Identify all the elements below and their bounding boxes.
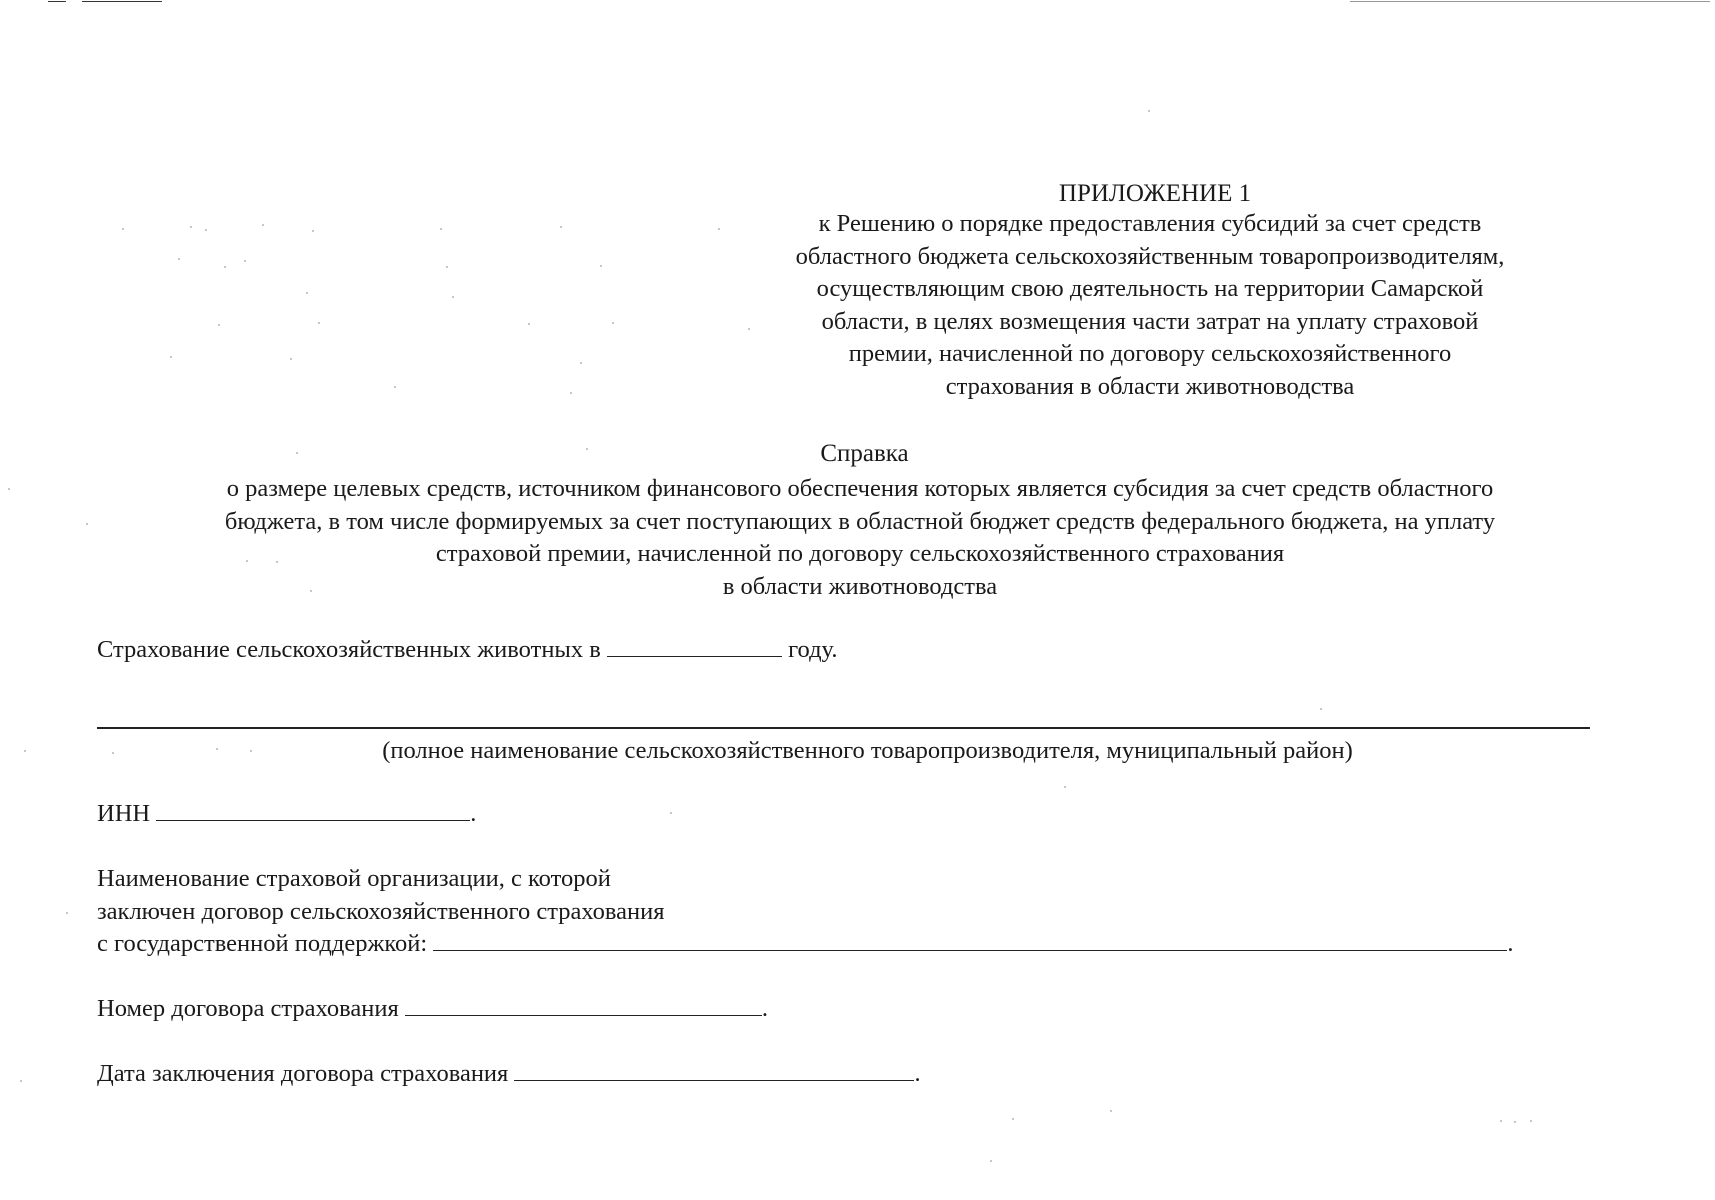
insurer-field-suffix: . bbox=[1507, 930, 1514, 957]
contract-number-input[interactable] bbox=[405, 995, 762, 1016]
scan-noise bbox=[612, 322, 614, 324]
scan-noise bbox=[296, 452, 298, 454]
contract-number-row bbox=[97, 995, 768, 1023]
scan-noise bbox=[452, 296, 454, 298]
inn-input[interactable] bbox=[156, 800, 470, 821]
scan-noise bbox=[1012, 1118, 1014, 1120]
inn-field-suffix: . bbox=[470, 800, 477, 827]
appendix-subtitle-line: страхования в области животноводства bbox=[945, 372, 1355, 400]
year-field-row bbox=[97, 636, 837, 664]
scan-noise bbox=[1064, 786, 1066, 788]
scan-noise bbox=[1500, 1120, 1502, 1122]
document-title-text: Справка bbox=[820, 440, 909, 467]
scan-noise bbox=[178, 258, 180, 260]
scan-noise bbox=[600, 265, 602, 267]
scan-noise bbox=[8, 488, 10, 490]
scan-noise bbox=[190, 226, 192, 228]
scan-noise bbox=[224, 266, 226, 268]
scan-noise bbox=[1530, 1120, 1532, 1122]
scan-noise bbox=[290, 358, 292, 360]
contract-number-suffix: . bbox=[761, 995, 768, 1022]
scan-noise bbox=[312, 230, 314, 232]
appendix-subtitle-line: областного бюджета сельскохозяйственным товаропроизводителям, bbox=[795, 242, 1505, 270]
appendix-subtitle bbox=[700, 208, 1600, 403]
appendix-subtitle-line: области, в целях возмещения части затрат на уплату страховой bbox=[821, 307, 1479, 335]
scan-noise bbox=[205, 229, 207, 231]
description-line: бюджета, в том числе формируемых за счет поступающих в областной бюджет средств федерального бюджета, на уплату bbox=[224, 507, 1496, 535]
scan-noise bbox=[244, 260, 246, 262]
scan-noise bbox=[310, 590, 312, 592]
scan-noise bbox=[528, 323, 530, 325]
contract-date-input[interactable] bbox=[514, 1060, 914, 1081]
insurer-last-line bbox=[97, 928, 1513, 961]
producer-caption-text: (полное наименование сельскохозяйственного товаропроизводителя, муниципальный район) bbox=[382, 737, 1353, 764]
scan-noise bbox=[1514, 1121, 1516, 1123]
scan-noise bbox=[306, 292, 308, 294]
year-field-label: Страхование сельскохозяйственных животных в bbox=[97, 636, 601, 663]
scan-noise bbox=[670, 812, 672, 814]
contract-number-label: Номер договора страхования bbox=[97, 995, 399, 1022]
appendix-subtitle-line: премии, начисленной по договору сельскохозяйственного bbox=[848, 340, 1452, 367]
scan-noise bbox=[560, 226, 562, 228]
contract-date-suffix: . bbox=[914, 1060, 921, 1087]
document-description bbox=[80, 473, 1640, 603]
appendix-heading: ПРИЛОЖЕНИЕ 1 bbox=[1058, 180, 1252, 207]
scan-noise bbox=[262, 224, 264, 226]
inn-field-row bbox=[97, 800, 476, 828]
scan-noise bbox=[20, 1080, 22, 1082]
scan-noise bbox=[86, 523, 88, 525]
scan-noise bbox=[218, 324, 220, 326]
scan-noise bbox=[318, 322, 320, 324]
producer-name-input[interactable] bbox=[97, 727, 1590, 729]
scan-noise bbox=[250, 750, 252, 752]
description-line: в области животноводства bbox=[722, 572, 998, 600]
scan-noise bbox=[394, 386, 396, 388]
contract-date-row bbox=[97, 1060, 921, 1088]
inn-field-label: ИНН bbox=[97, 800, 151, 827]
insurer-input[interactable] bbox=[433, 930, 1507, 951]
contract-date-label: Дата заключения договора страхования bbox=[97, 1060, 509, 1087]
insurer-label-line: с государственной поддержкой: bbox=[97, 930, 428, 957]
scan-noise bbox=[1110, 1110, 1112, 1112]
scan-edge-mark bbox=[48, 1, 66, 2]
scan-noise bbox=[586, 448, 588, 450]
scan-noise bbox=[1148, 110, 1150, 112]
scan-noise bbox=[170, 356, 172, 358]
scan-edge-mark bbox=[82, 1, 162, 2]
insurer-label-line: заключен договор сельскохозяйственного страхования bbox=[97, 897, 665, 925]
appendix-subtitle-line: к Решению о порядке предоставления субсидий за счет средств bbox=[818, 210, 1482, 237]
year-field-suffix: году. bbox=[788, 636, 838, 663]
scan-noise bbox=[122, 228, 124, 230]
producer-caption bbox=[0, 737, 1715, 765]
scan-noise bbox=[440, 228, 442, 230]
scan-noise bbox=[990, 1160, 992, 1162]
scan-noise bbox=[748, 328, 750, 330]
scan-noise bbox=[216, 748, 218, 750]
scan-noise bbox=[580, 362, 582, 364]
scan-noise bbox=[570, 392, 572, 394]
scan-noise bbox=[66, 912, 68, 914]
description-line: страховой премии, начисленной по договору сельскохозяйственного страхования bbox=[435, 540, 1285, 567]
scan-noise bbox=[24, 750, 26, 752]
scan-noise bbox=[718, 228, 720, 230]
scan-noise bbox=[446, 266, 448, 268]
scan-noise bbox=[246, 560, 248, 562]
scan-noise bbox=[112, 752, 114, 754]
scan-noise bbox=[276, 561, 278, 563]
document-title bbox=[0, 440, 1715, 468]
insurer-field-row bbox=[97, 863, 1513, 961]
year-input[interactable] bbox=[607, 636, 782, 657]
insurer-label-line: Наименование страховой организации, с которой bbox=[97, 865, 611, 892]
scan-noise bbox=[1320, 708, 1322, 710]
scan-edge-mark bbox=[1350, 1, 1710, 2]
appendix-subtitle-line: осуществляющим свою деятельность на территории Самарской bbox=[816, 275, 1484, 302]
description-line: о размере целевых средств, источником финансового обеспечения которых является субсидия за счет средств областного bbox=[226, 475, 1494, 502]
